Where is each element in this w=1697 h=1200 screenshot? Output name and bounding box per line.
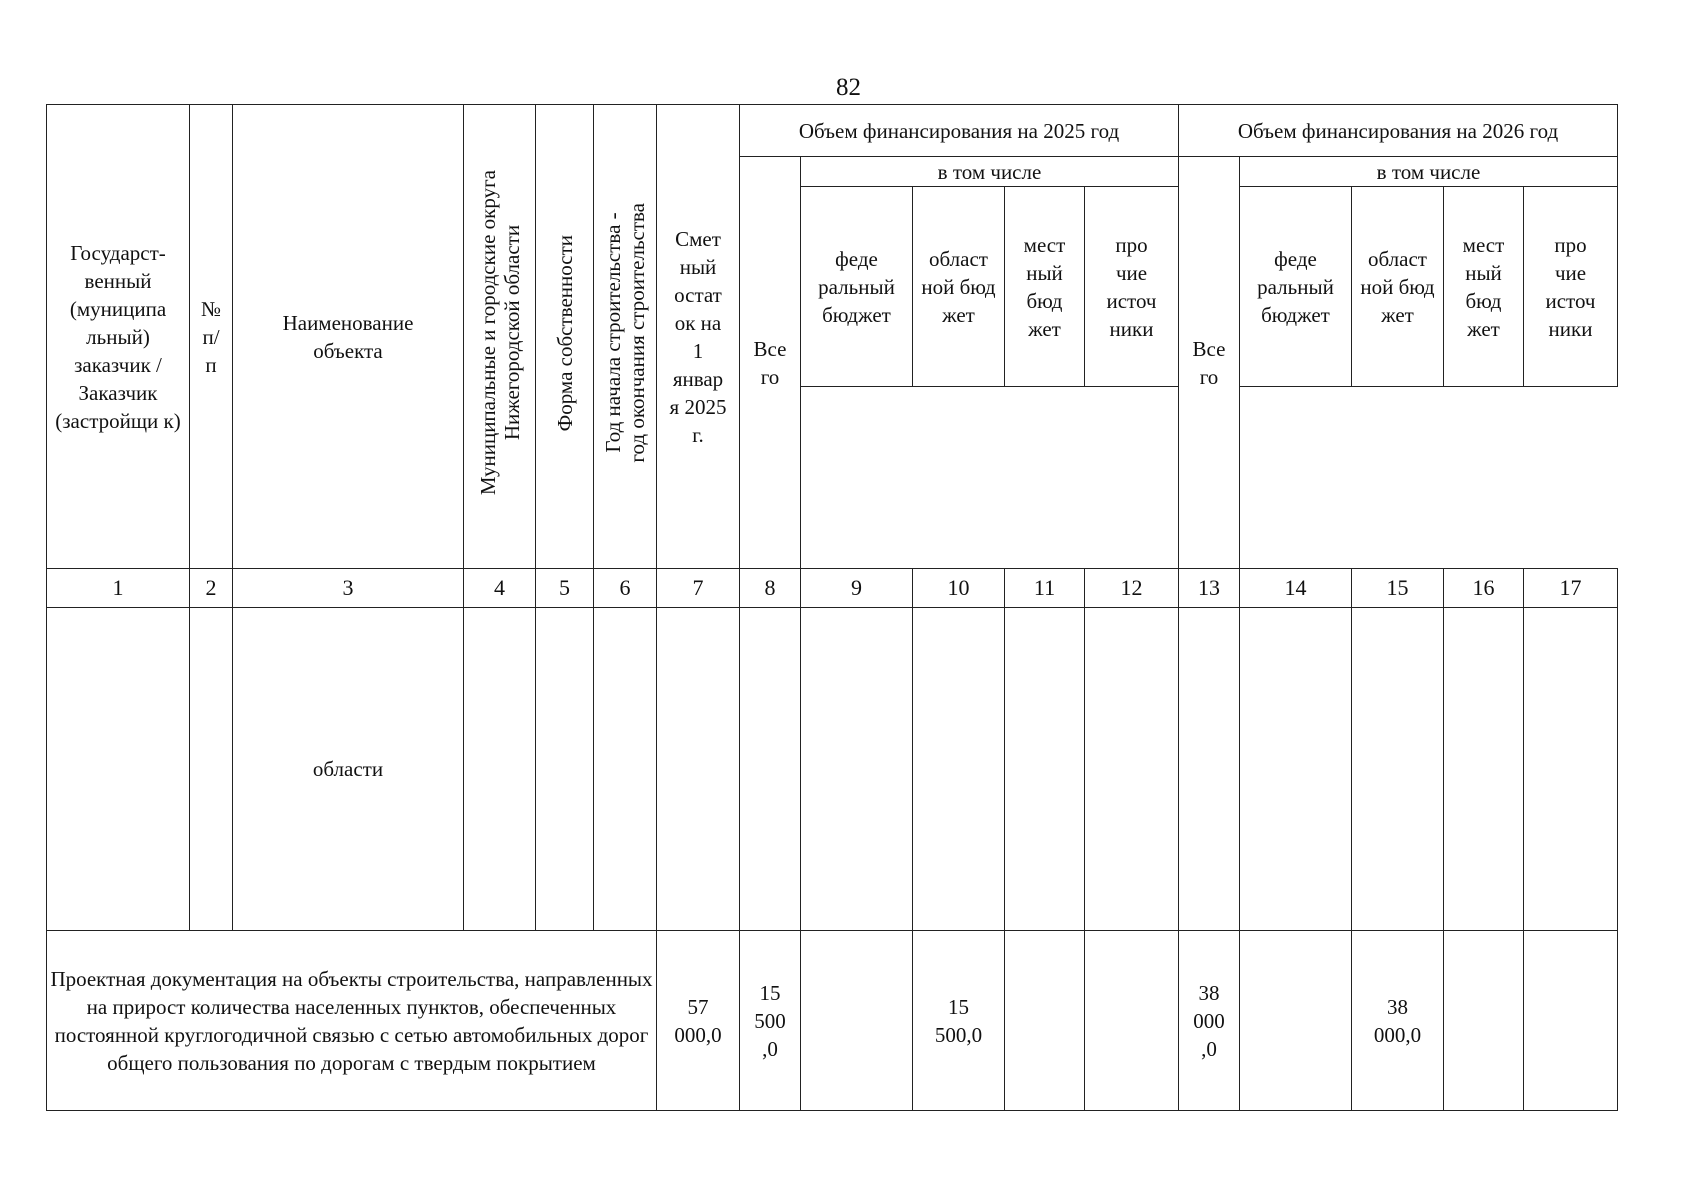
header-local-2025: мест ный бюд жет bbox=[1005, 187, 1085, 387]
header-federal-2025: феде ральный бюджет bbox=[801, 187, 913, 387]
header-object-name: Наименование объекта bbox=[233, 105, 464, 569]
table-cell bbox=[1179, 608, 1240, 931]
table-cell bbox=[1524, 608, 1618, 931]
table-cell bbox=[1005, 608, 1085, 931]
column-number: 2 bbox=[190, 569, 233, 608]
header-funding-2026: Объем финансирования на 2026 год bbox=[1179, 105, 1618, 157]
summary-total-2025: 15 500 ,0 bbox=[740, 931, 801, 1111]
header-funding-2025: Объем финансирования на 2025 год bbox=[740, 105, 1179, 157]
header-ownership bbox=[536, 105, 594, 569]
column-number: 17 bbox=[1524, 569, 1618, 608]
column-number: 4 bbox=[464, 569, 536, 608]
header-customer: Государст-венный (муниципа льный) заказчик / Заказчик (застройщи к) bbox=[47, 105, 190, 569]
column-number: 15 bbox=[1352, 569, 1444, 608]
summary-estimate-balance: 57 000,0 bbox=[657, 931, 740, 1111]
table-cell bbox=[1524, 931, 1618, 1111]
table-cell bbox=[47, 608, 190, 931]
table-cell bbox=[1085, 608, 1179, 931]
continued-object-name: области bbox=[233, 608, 464, 931]
header-other-2026: про чие источ ники bbox=[1524, 187, 1618, 387]
header-ownership-label: Форма собственности bbox=[552, 234, 577, 432]
table-cell bbox=[657, 608, 740, 931]
summary-total-2026: 38 000 ,0 bbox=[1179, 931, 1240, 1111]
table-cell bbox=[801, 931, 913, 1111]
header-municipalities bbox=[464, 105, 536, 569]
column-number: 9 bbox=[801, 569, 913, 608]
column-number: 14 bbox=[1240, 569, 1352, 608]
column-number: 13 bbox=[1179, 569, 1240, 608]
table-cell bbox=[913, 608, 1005, 931]
header-including-2026: в том числе bbox=[1240, 157, 1618, 187]
column-number: 1 bbox=[47, 569, 190, 608]
table-cell bbox=[190, 608, 233, 931]
column-number: 10 bbox=[913, 569, 1005, 608]
header-years-line-2: год окончания строительства bbox=[625, 203, 649, 463]
header-estimate-balance: Смет ный остат ок на 1 январ я 2025 г. bbox=[657, 105, 740, 569]
header-total-2025: Все го bbox=[740, 157, 801, 569]
table-cell bbox=[1444, 931, 1524, 1111]
summary-label: Проектная документация на объекты строительства, направленных на прирост количества населенных пунктов, обеспеченных постоянной круглогодичной связью с сетью автомобильных дорог общего пользования по дорогам с твердым покрытием bbox=[47, 931, 657, 1111]
header-local-2026: мест ный бюд жет bbox=[1444, 187, 1524, 387]
header-federal-2026: феде ральный бюджет bbox=[1240, 187, 1352, 387]
table-row-continued bbox=[47, 608, 1618, 931]
column-number: 6 bbox=[594, 569, 657, 608]
table-cell bbox=[1240, 608, 1352, 931]
column-number: 11 bbox=[1005, 569, 1085, 608]
column-number: 5 bbox=[536, 569, 594, 608]
funding-table bbox=[46, 104, 1618, 1111]
table-cell bbox=[740, 608, 801, 931]
header-other-2025: про чие источ ники bbox=[1085, 187, 1179, 387]
table-cell bbox=[1005, 931, 1085, 1111]
page-number: 82 bbox=[836, 74, 861, 101]
header-number: № п/ п bbox=[190, 105, 233, 569]
header-years bbox=[594, 105, 657, 569]
table-cell bbox=[801, 608, 913, 931]
header-years-line-1: Год начала строительства - bbox=[601, 212, 625, 454]
column-number: 16 bbox=[1444, 569, 1524, 608]
table-cell bbox=[594, 608, 657, 931]
header-total-2026: Все го bbox=[1179, 157, 1240, 569]
table-cell bbox=[536, 608, 594, 931]
header-municipalities-line-2: Нижегородской области bbox=[499, 225, 524, 441]
header-municipalities-line-1: Муниципальные и городские округа bbox=[475, 170, 500, 496]
header-regional-2025: област ной бюд жет bbox=[913, 187, 1005, 387]
summary-regional-2025: 15 500,0 bbox=[913, 931, 1005, 1111]
table-cell bbox=[1444, 608, 1524, 931]
column-number: 7 bbox=[657, 569, 740, 608]
table-cell bbox=[1352, 608, 1444, 931]
table-row-summary bbox=[47, 931, 1618, 1111]
table-cell bbox=[464, 608, 536, 931]
column-number: 3 bbox=[233, 569, 464, 608]
header-including-2025: в том числе bbox=[801, 157, 1179, 187]
summary-regional-2026: 38 000,0 bbox=[1352, 931, 1444, 1111]
column-number: 12 bbox=[1085, 569, 1179, 608]
header-regional-2026: област ной бюд жет bbox=[1352, 187, 1444, 387]
table-cell bbox=[1240, 931, 1352, 1111]
table-cell bbox=[1085, 931, 1179, 1111]
column-number: 8 bbox=[740, 569, 801, 608]
